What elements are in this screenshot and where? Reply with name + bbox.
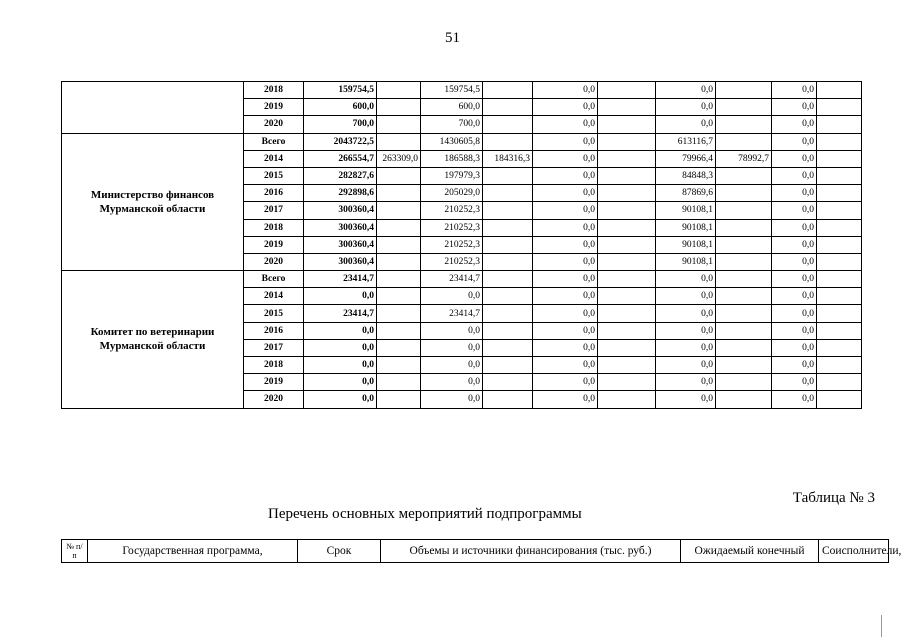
org-name-cell: Министерство финансов Мурманской области xyxy=(62,133,244,271)
value-cell-c4 xyxy=(483,99,533,116)
table-number-label: Таблица № 3 xyxy=(792,490,875,506)
value-cell-c7: 0,0 xyxy=(656,305,716,322)
year-cell: 2020 xyxy=(244,116,304,133)
table-title: Перечень основных мероприятий подпрограммы xyxy=(268,506,582,522)
value-cell-c2 xyxy=(377,288,421,305)
value-cell-c6 xyxy=(598,253,656,270)
value-cell-c4 xyxy=(483,322,533,339)
value-cell-c2 xyxy=(377,271,421,288)
value-cell-c5: 0,0 xyxy=(533,253,598,270)
value-cell-c6 xyxy=(598,116,656,133)
value-cell-c1: 266554,7 xyxy=(304,150,377,167)
value-cell-c6 xyxy=(598,82,656,99)
value-cell-c7: 0,0 xyxy=(656,271,716,288)
value-cell-c6 xyxy=(598,288,656,305)
header-program-cell: Государственная программа, xyxy=(88,540,298,563)
value-cell-c4 xyxy=(483,133,533,150)
value-cell-c3: 600,0 xyxy=(421,99,483,116)
value-cell-c6 xyxy=(598,339,656,356)
value-cell-c4 xyxy=(483,305,533,322)
value-cell-c9: 0,0 xyxy=(772,219,817,236)
empty-cell xyxy=(817,185,862,202)
value-cell-c2: 263309,0 xyxy=(377,150,421,167)
value-cell-c6 xyxy=(598,236,656,253)
value-cell-c3: 197979,3 xyxy=(421,167,483,184)
value-cell-c1: 700,0 xyxy=(304,116,377,133)
value-cell-c4 xyxy=(483,82,533,99)
org-cell-continued xyxy=(62,82,244,134)
header-row xyxy=(62,540,889,563)
value-cell-c1: 300360,4 xyxy=(304,202,377,219)
value-cell-c4 xyxy=(483,271,533,288)
value-cell-c6 xyxy=(598,99,656,116)
value-cell-c1: 0,0 xyxy=(304,391,377,408)
year-cell: 2018 xyxy=(244,219,304,236)
value-cell-c6 xyxy=(598,305,656,322)
value-cell-c6 xyxy=(598,271,656,288)
value-cell-c5: 0,0 xyxy=(533,339,598,356)
value-cell-c8: 78992,7 xyxy=(716,150,772,167)
value-cell-c5: 0,0 xyxy=(533,202,598,219)
year-cell: Всего xyxy=(244,133,304,150)
value-cell-c9: 0,0 xyxy=(772,271,817,288)
empty-cell xyxy=(817,391,862,408)
year-cell: 2015 xyxy=(244,167,304,184)
value-cell-c2 xyxy=(377,82,421,99)
value-cell-c5: 0,0 xyxy=(533,167,598,184)
value-cell-c7: 90108,1 xyxy=(656,253,716,270)
value-cell-c9: 0,0 xyxy=(772,253,817,270)
value-cell-c4 xyxy=(483,253,533,270)
value-cell-c9: 0,0 xyxy=(772,82,817,99)
value-cell-c3: 23414,7 xyxy=(421,271,483,288)
empty-cell xyxy=(817,374,862,391)
year-cell: 2016 xyxy=(244,322,304,339)
value-cell-c6 xyxy=(598,167,656,184)
value-cell-c3: 0,0 xyxy=(421,322,483,339)
empty-cell xyxy=(817,167,862,184)
value-cell-c2 xyxy=(377,167,421,184)
year-cell: 2014 xyxy=(244,288,304,305)
year-cell: 2019 xyxy=(244,374,304,391)
value-cell-c5: 0,0 xyxy=(533,305,598,322)
value-cell-c7: 84848,3 xyxy=(656,167,716,184)
value-cell-c4 xyxy=(483,374,533,391)
value-cell-c9: 0,0 xyxy=(772,167,817,184)
value-cell-c6 xyxy=(598,150,656,167)
empty-cell xyxy=(817,339,862,356)
value-cell-c3: 0,0 xyxy=(421,374,483,391)
header-term-cell: Срок xyxy=(298,540,381,563)
value-cell-c7: 0,0 xyxy=(656,116,716,133)
value-cell-c8 xyxy=(716,82,772,99)
value-cell-c2 xyxy=(377,391,421,408)
value-cell-c8 xyxy=(716,167,772,184)
year-cell: 2015 xyxy=(244,305,304,322)
value-cell-c9: 0,0 xyxy=(772,322,817,339)
value-cell-c8 xyxy=(716,374,772,391)
value-cell-c1: 0,0 xyxy=(304,339,377,356)
value-cell-c3: 205029,0 xyxy=(421,185,483,202)
empty-cell xyxy=(817,99,862,116)
value-cell-c2 xyxy=(377,219,421,236)
value-cell-c2 xyxy=(377,305,421,322)
value-cell-c1: 282827,6 xyxy=(304,167,377,184)
value-cell-c8 xyxy=(716,99,772,116)
value-cell-c4 xyxy=(483,236,533,253)
financing-table-body xyxy=(62,82,862,409)
value-cell-c7: 90108,1 xyxy=(656,219,716,236)
value-cell-c9: 0,0 xyxy=(772,391,817,408)
value-cell-c5: 0,0 xyxy=(533,391,598,408)
value-cell-c2 xyxy=(377,99,421,116)
value-cell-c8 xyxy=(716,288,772,305)
year-cell: 2014 xyxy=(244,150,304,167)
value-cell-c2 xyxy=(377,116,421,133)
value-cell-c8 xyxy=(716,219,772,236)
value-cell-c7: 90108,1 xyxy=(656,202,716,219)
empty-cell xyxy=(817,202,862,219)
empty-cell xyxy=(817,133,862,150)
empty-cell xyxy=(817,288,862,305)
value-cell-c6 xyxy=(598,357,656,374)
empty-cell xyxy=(817,219,862,236)
value-cell-c2 xyxy=(377,339,421,356)
value-cell-c4 xyxy=(483,116,533,133)
year-cell: 2018 xyxy=(244,82,304,99)
value-cell-c2 xyxy=(377,374,421,391)
table-row xyxy=(62,271,862,288)
value-cell-c4 xyxy=(483,167,533,184)
org-name-cell: Комитет по ветеринарии Мурманской области xyxy=(62,271,244,409)
value-cell-c9: 0,0 xyxy=(772,185,817,202)
value-cell-c5: 0,0 xyxy=(533,82,598,99)
value-cell-c9: 0,0 xyxy=(772,202,817,219)
value-cell-c1: 300360,4 xyxy=(304,253,377,270)
value-cell-c1: 0,0 xyxy=(304,288,377,305)
value-cell-c7: 0,0 xyxy=(656,339,716,356)
value-cell-c5: 0,0 xyxy=(533,357,598,374)
value-cell-c9: 0,0 xyxy=(772,236,817,253)
value-cell-c9: 0,0 xyxy=(772,374,817,391)
value-cell-c5: 0,0 xyxy=(533,374,598,391)
value-cell-c3: 0,0 xyxy=(421,339,483,356)
value-cell-c2 xyxy=(377,202,421,219)
empty-cell xyxy=(817,357,862,374)
value-cell-c3: 159754,5 xyxy=(421,82,483,99)
empty-cell xyxy=(817,116,862,133)
value-cell-c5: 0,0 xyxy=(533,185,598,202)
empty-cell xyxy=(817,150,862,167)
value-cell-c3: 700,0 xyxy=(421,116,483,133)
value-cell-c3: 210252,3 xyxy=(421,202,483,219)
value-cell-c9: 0,0 xyxy=(772,288,817,305)
value-cell-c3: 210252,3 xyxy=(421,236,483,253)
value-cell-c7: 90108,1 xyxy=(656,236,716,253)
empty-cell xyxy=(817,271,862,288)
value-cell-c1: 2043722,5 xyxy=(304,133,377,150)
value-cell-c1: 0,0 xyxy=(304,357,377,374)
value-cell-c8 xyxy=(716,305,772,322)
value-cell-c8 xyxy=(716,185,772,202)
value-cell-c5: 0,0 xyxy=(533,271,598,288)
value-cell-c5: 0,0 xyxy=(533,322,598,339)
value-cell-c4 xyxy=(483,288,533,305)
value-cell-c3: 210252,3 xyxy=(421,219,483,236)
value-cell-c1: 23414,7 xyxy=(304,271,377,288)
value-cell-c5: 0,0 xyxy=(533,116,598,133)
value-cell-c4 xyxy=(483,357,533,374)
measures-table-header xyxy=(61,539,902,563)
value-cell-c6 xyxy=(598,133,656,150)
value-cell-c6 xyxy=(598,374,656,391)
value-cell-c1: 159754,5 xyxy=(304,82,377,99)
value-cell-c4: 184316,3 xyxy=(483,150,533,167)
value-cell-c3: 0,0 xyxy=(421,288,483,305)
value-cell-c2 xyxy=(377,357,421,374)
year-cell: 2019 xyxy=(244,99,304,116)
empty-cell xyxy=(817,322,862,339)
value-cell-c8 xyxy=(716,133,772,150)
value-cell-c3: 23414,7 xyxy=(421,305,483,322)
value-cell-c7: 0,0 xyxy=(656,374,716,391)
value-cell-c3: 0,0 xyxy=(421,391,483,408)
value-cell-c4 xyxy=(483,202,533,219)
value-cell-c8 xyxy=(716,391,772,408)
value-cell-c7: 0,0 xyxy=(656,82,716,99)
value-cell-c8 xyxy=(716,116,772,133)
value-cell-c9: 0,0 xyxy=(772,150,817,167)
year-cell: 2016 xyxy=(244,185,304,202)
value-cell-c7: 613116,7 xyxy=(656,133,716,150)
value-cell-c2 xyxy=(377,322,421,339)
value-cell-c9: 0,0 xyxy=(772,116,817,133)
page-edge-mark xyxy=(881,615,882,637)
empty-cell xyxy=(817,305,862,322)
year-cell: 2017 xyxy=(244,202,304,219)
value-cell-c8 xyxy=(716,322,772,339)
value-cell-c9: 0,0 xyxy=(772,339,817,356)
value-cell-c1: 23414,7 xyxy=(304,305,377,322)
value-cell-c1: 292898,6 xyxy=(304,185,377,202)
value-cell-c5: 0,0 xyxy=(533,133,598,150)
value-cell-c1: 600,0 xyxy=(304,99,377,116)
value-cell-c2 xyxy=(377,253,421,270)
value-cell-c4 xyxy=(483,185,533,202)
value-cell-c9: 0,0 xyxy=(772,99,817,116)
value-cell-c6 xyxy=(598,391,656,408)
empty-cell xyxy=(817,253,862,270)
table-row xyxy=(62,82,862,99)
value-cell-c9: 0,0 xyxy=(772,133,817,150)
empty-cell xyxy=(817,82,862,99)
value-cell-c9: 0,0 xyxy=(772,305,817,322)
header-coexecutors-cell: Соисполнители, xyxy=(819,540,889,563)
empty-cell xyxy=(817,236,862,253)
value-cell-c6 xyxy=(598,185,656,202)
year-cell: 2018 xyxy=(244,357,304,374)
value-cell-c8 xyxy=(716,202,772,219)
value-cell-c6 xyxy=(598,202,656,219)
table-row xyxy=(62,133,862,150)
value-cell-c4 xyxy=(483,219,533,236)
value-cell-c3: 210252,3 xyxy=(421,253,483,270)
value-cell-c6 xyxy=(598,219,656,236)
value-cell-c3: 1430605,8 xyxy=(421,133,483,150)
value-cell-c8 xyxy=(716,253,772,270)
value-cell-c1: 0,0 xyxy=(304,322,377,339)
year-cell: 2019 xyxy=(244,236,304,253)
value-cell-c5: 0,0 xyxy=(533,236,598,253)
value-cell-c5: 0,0 xyxy=(533,150,598,167)
value-cell-c7: 0,0 xyxy=(656,322,716,339)
page-number: 51 xyxy=(445,30,460,46)
value-cell-c4 xyxy=(483,339,533,356)
value-cell-c8 xyxy=(716,271,772,288)
value-cell-c7: 0,0 xyxy=(656,99,716,116)
value-cell-c2 xyxy=(377,236,421,253)
value-cell-c8 xyxy=(716,339,772,356)
value-cell-c1: 300360,4 xyxy=(304,219,377,236)
value-cell-c1: 300360,4 xyxy=(304,236,377,253)
value-cell-c8 xyxy=(716,357,772,374)
financing-table xyxy=(61,81,862,409)
value-cell-c4 xyxy=(483,391,533,408)
value-cell-c3: 0,0 xyxy=(421,357,483,374)
value-cell-c7: 0,0 xyxy=(656,357,716,374)
value-cell-c2 xyxy=(377,185,421,202)
value-cell-c6 xyxy=(598,322,656,339)
value-cell-c5: 0,0 xyxy=(533,99,598,116)
year-cell: 2017 xyxy=(244,339,304,356)
value-cell-c5: 0,0 xyxy=(533,288,598,305)
header-number-cell: № п/п xyxy=(62,540,88,563)
value-cell-c7: 0,0 xyxy=(656,288,716,305)
value-cell-c3: 186588,3 xyxy=(421,150,483,167)
year-cell: Всего xyxy=(244,271,304,288)
year-cell: 2020 xyxy=(244,253,304,270)
value-cell-c7: 87869,6 xyxy=(656,185,716,202)
value-cell-c1: 0,0 xyxy=(304,374,377,391)
year-cell: 2020 xyxy=(244,391,304,408)
value-cell-c8 xyxy=(716,236,772,253)
value-cell-c7: 79966,4 xyxy=(656,150,716,167)
value-cell-c2 xyxy=(377,133,421,150)
value-cell-c9: 0,0 xyxy=(772,357,817,374)
header-funding-cell: Объемы и источники финансирования (тыс. руб.) xyxy=(381,540,681,563)
value-cell-c7: 0,0 xyxy=(656,391,716,408)
value-cell-c5: 0,0 xyxy=(533,219,598,236)
header-result-cell: Ожидаемый конечный xyxy=(681,540,819,563)
